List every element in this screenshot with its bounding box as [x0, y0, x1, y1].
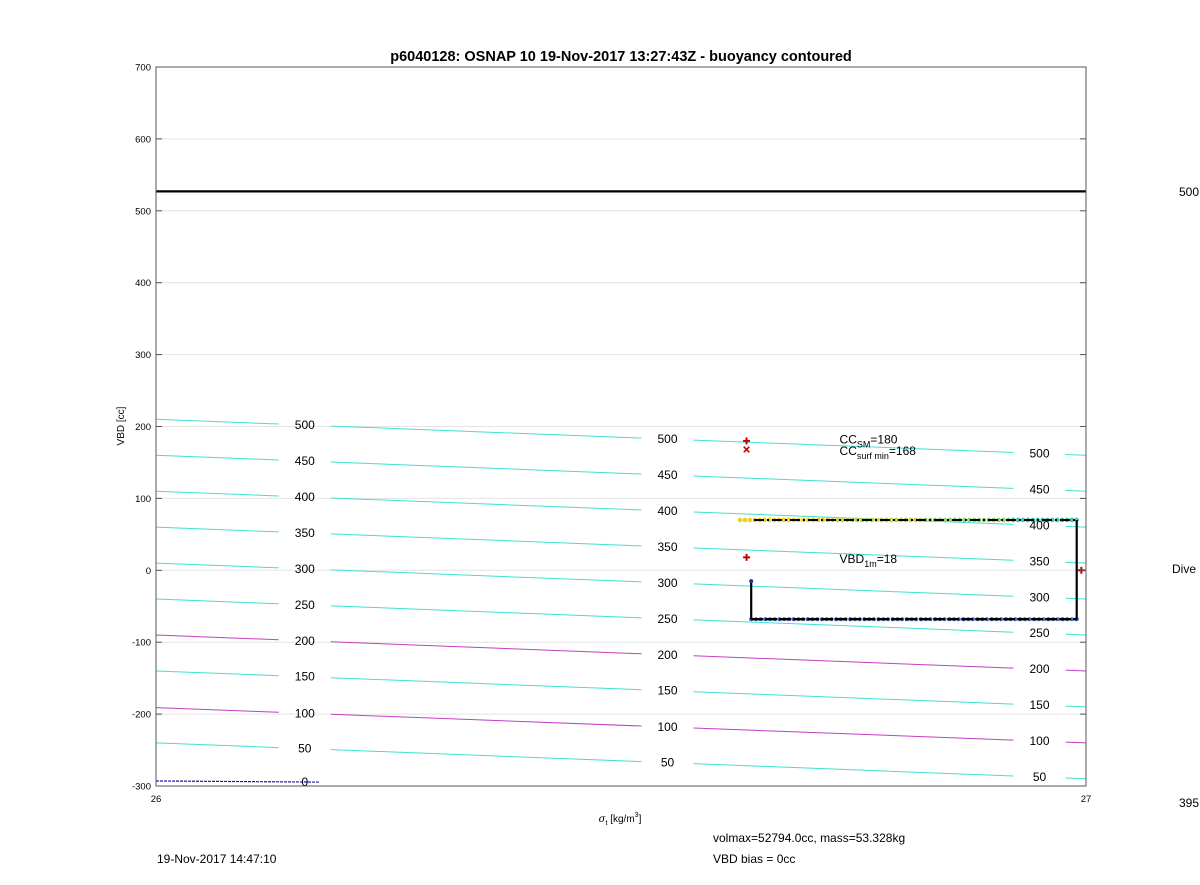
contour-label-350-2: 350 — [1029, 554, 1050, 569]
contour-line-450-seg-0 — [156, 455, 279, 460]
annotation-cc_surf: $CC_{surf min}=168$ — [839, 443, 916, 461]
contour-line-500-seg-3 — [1066, 454, 1086, 455]
chart-title: p6040128: OSNAP 10 19-Nov-2017 13:27:43Z - buoyancy contoured — [390, 49, 852, 65]
contour-label-400-0: 400 — [294, 489, 315, 504]
contour-label-200-2: 200 — [1029, 662, 1050, 677]
contour-label-200-0: 200 — [294, 633, 315, 648]
contour-line-200-seg-0 — [156, 635, 279, 640]
contour-label-500-0: 500 — [294, 418, 315, 433]
x-axis-label-unit: [kg/m — [607, 814, 635, 825]
contour-line-100-seg-1 — [331, 714, 642, 726]
y-tick-label-7: 0 — [145, 565, 151, 577]
contour-label-200-1: 200 — [657, 647, 678, 662]
contour-line-450-seg-2 — [694, 476, 1014, 488]
contour-line-450-seg-3 — [1066, 490, 1086, 491]
y-tick-label-2: 500 — [135, 206, 151, 218]
contour-line-50-seg-1 — [331, 750, 642, 762]
contour-label-450-1: 450 — [657, 468, 678, 483]
right-label-dive: Dive — [1172, 562, 1197, 576]
x-axis-label-symbol: σ — [598, 814, 606, 825]
footer-vbd-bias: VBD bias = 0cc — [713, 852, 796, 866]
x-axis-label-unit-end: ] — [638, 814, 642, 825]
x-axis-label — [599, 812, 642, 827]
right-label-bottom: 395 — [1179, 796, 1200, 810]
cross-marker-1 — [744, 447, 750, 453]
contour-line-300-seg-2 — [694, 584, 1014, 596]
y-tick-label-5: 200 — [135, 422, 151, 433]
dive-point-top-1 — [743, 518, 748, 523]
dive-point-top-0 — [738, 518, 743, 523]
plus-marker-0 — [743, 437, 750, 444]
contour-line-250-seg-3 — [1066, 634, 1086, 635]
x-tick-label-1: 27 — [1080, 794, 1092, 805]
contour-label-500-2: 500 — [1029, 446, 1050, 461]
contour-label-400-1: 400 — [657, 503, 678, 518]
contour-label-0: 0 — [301, 775, 309, 790]
right-label-top: 500 — [1179, 185, 1200, 199]
footer-timestamp: 19-Nov-2017 14:47:10 — [157, 852, 277, 866]
contour-label-500-1: 500 — [657, 432, 678, 447]
contour-line-400-seg-0 — [156, 491, 279, 496]
contour-line-0 — [156, 781, 319, 782]
contour-label-250-2: 250 — [1029, 626, 1050, 641]
y-tick-label-10: -300 — [131, 781, 151, 793]
contour-label-100-0: 100 — [294, 706, 315, 721]
annotation-cc: $CC_{SM}=180$ — [839, 432, 898, 450]
contour-label-50-0: 50 — [298, 741, 312, 756]
dive-point-top-2 — [747, 518, 752, 523]
contour-line-50-seg-0 — [156, 743, 279, 748]
contour-label-50-1: 50 — [660, 755, 675, 770]
y-tick-label-9: -200 — [131, 709, 151, 721]
contour-line-400-seg-1 — [331, 498, 642, 510]
dive-trace-layer — [738, 518, 1079, 622]
contour-line-100-seg-0 — [156, 708, 279, 713]
contour-line-150-seg-3 — [1066, 706, 1086, 707]
y-tick-label-8: -100 — [131, 637, 151, 649]
y-tick-label-0: 700 — [135, 62, 151, 74]
plus-marker-2 — [743, 554, 750, 561]
contour-label-100-1: 100 — [657, 720, 678, 735]
contour-line-50-seg-2 — [694, 764, 1014, 776]
dive-trace-start — [749, 579, 753, 583]
x-axis-label-sub: t — [605, 820, 608, 827]
contour-line-300-seg-1 — [331, 570, 642, 582]
y-tick-label-3: 400 — [135, 278, 151, 290]
contour-line-500-seg-1 — [331, 426, 642, 438]
contour-label-450-0: 450 — [294, 454, 315, 469]
contour-label-150-0: 150 — [294, 669, 315, 684]
contour-line-200-seg-1 — [331, 642, 642, 654]
contour-label-300-0: 300 — [294, 561, 315, 576]
y-tick-label-4: 300 — [135, 350, 151, 362]
contour-line-250-seg-0 — [156, 599, 279, 604]
contour-line-300-seg-0 — [156, 563, 279, 568]
x-tick-label-0: 26 — [150, 794, 162, 805]
contour-label-250-0: 250 — [294, 597, 315, 612]
contour-label-250-1: 250 — [657, 611, 678, 626]
contour-line-200-seg-2 — [694, 656, 1014, 668]
contour-line-100-seg-3 — [1066, 742, 1086, 743]
contour-line-350-seg-1 — [331, 534, 642, 546]
contour-line-50-seg-3 — [1066, 778, 1086, 779]
axis-ticks — [132, 63, 1091, 806]
contour-label-450-2: 450 — [1029, 482, 1050, 497]
x-axis-label-unit-sup: 3 — [634, 812, 639, 819]
contour-line-350-seg-0 — [156, 527, 279, 532]
contour-line-450-seg-1 — [331, 462, 642, 474]
contour-line-100-seg-2 — [694, 728, 1014, 740]
annotation-vbd: $VBD_{1m}=18$ — [839, 551, 898, 569]
contour-label-100-2: 100 — [1029, 734, 1050, 749]
y-axis-label: VBD [cc] — [116, 406, 127, 446]
contour-label-50-2: 50 — [1032, 770, 1047, 785]
contour-label-350-1: 350 — [657, 539, 678, 554]
contour-line-250-seg-1 — [331, 606, 642, 618]
contour-line-200-seg-3 — [1066, 670, 1086, 671]
contour-line-150-seg-0 — [156, 671, 279, 676]
contour-line-500-seg-0 — [156, 419, 279, 424]
contour-label-300-1: 300 — [657, 575, 678, 590]
contour-line-150-seg-1 — [331, 678, 642, 690]
contour-line-150-seg-2 — [694, 692, 1014, 704]
footer-volmax: volmax=52794.0cc, mass=53.328kg — [713, 831, 906, 845]
y-tick-label-6: 100 — [135, 493, 151, 505]
contour-line-250-seg-2 — [694, 620, 1014, 632]
y-tick-label-1: 600 — [135, 134, 151, 146]
contour-labels — [295, 418, 1050, 789]
contour-label-400-2: 400 — [1029, 518, 1050, 533]
contour-label-350-0: 350 — [294, 525, 315, 540]
contour-label-150-1: 150 — [657, 683, 678, 698]
annotations — [840, 432, 917, 568]
contour-label-300-2: 300 — [1029, 590, 1050, 605]
contour-label-150-2: 150 — [1029, 698, 1050, 713]
